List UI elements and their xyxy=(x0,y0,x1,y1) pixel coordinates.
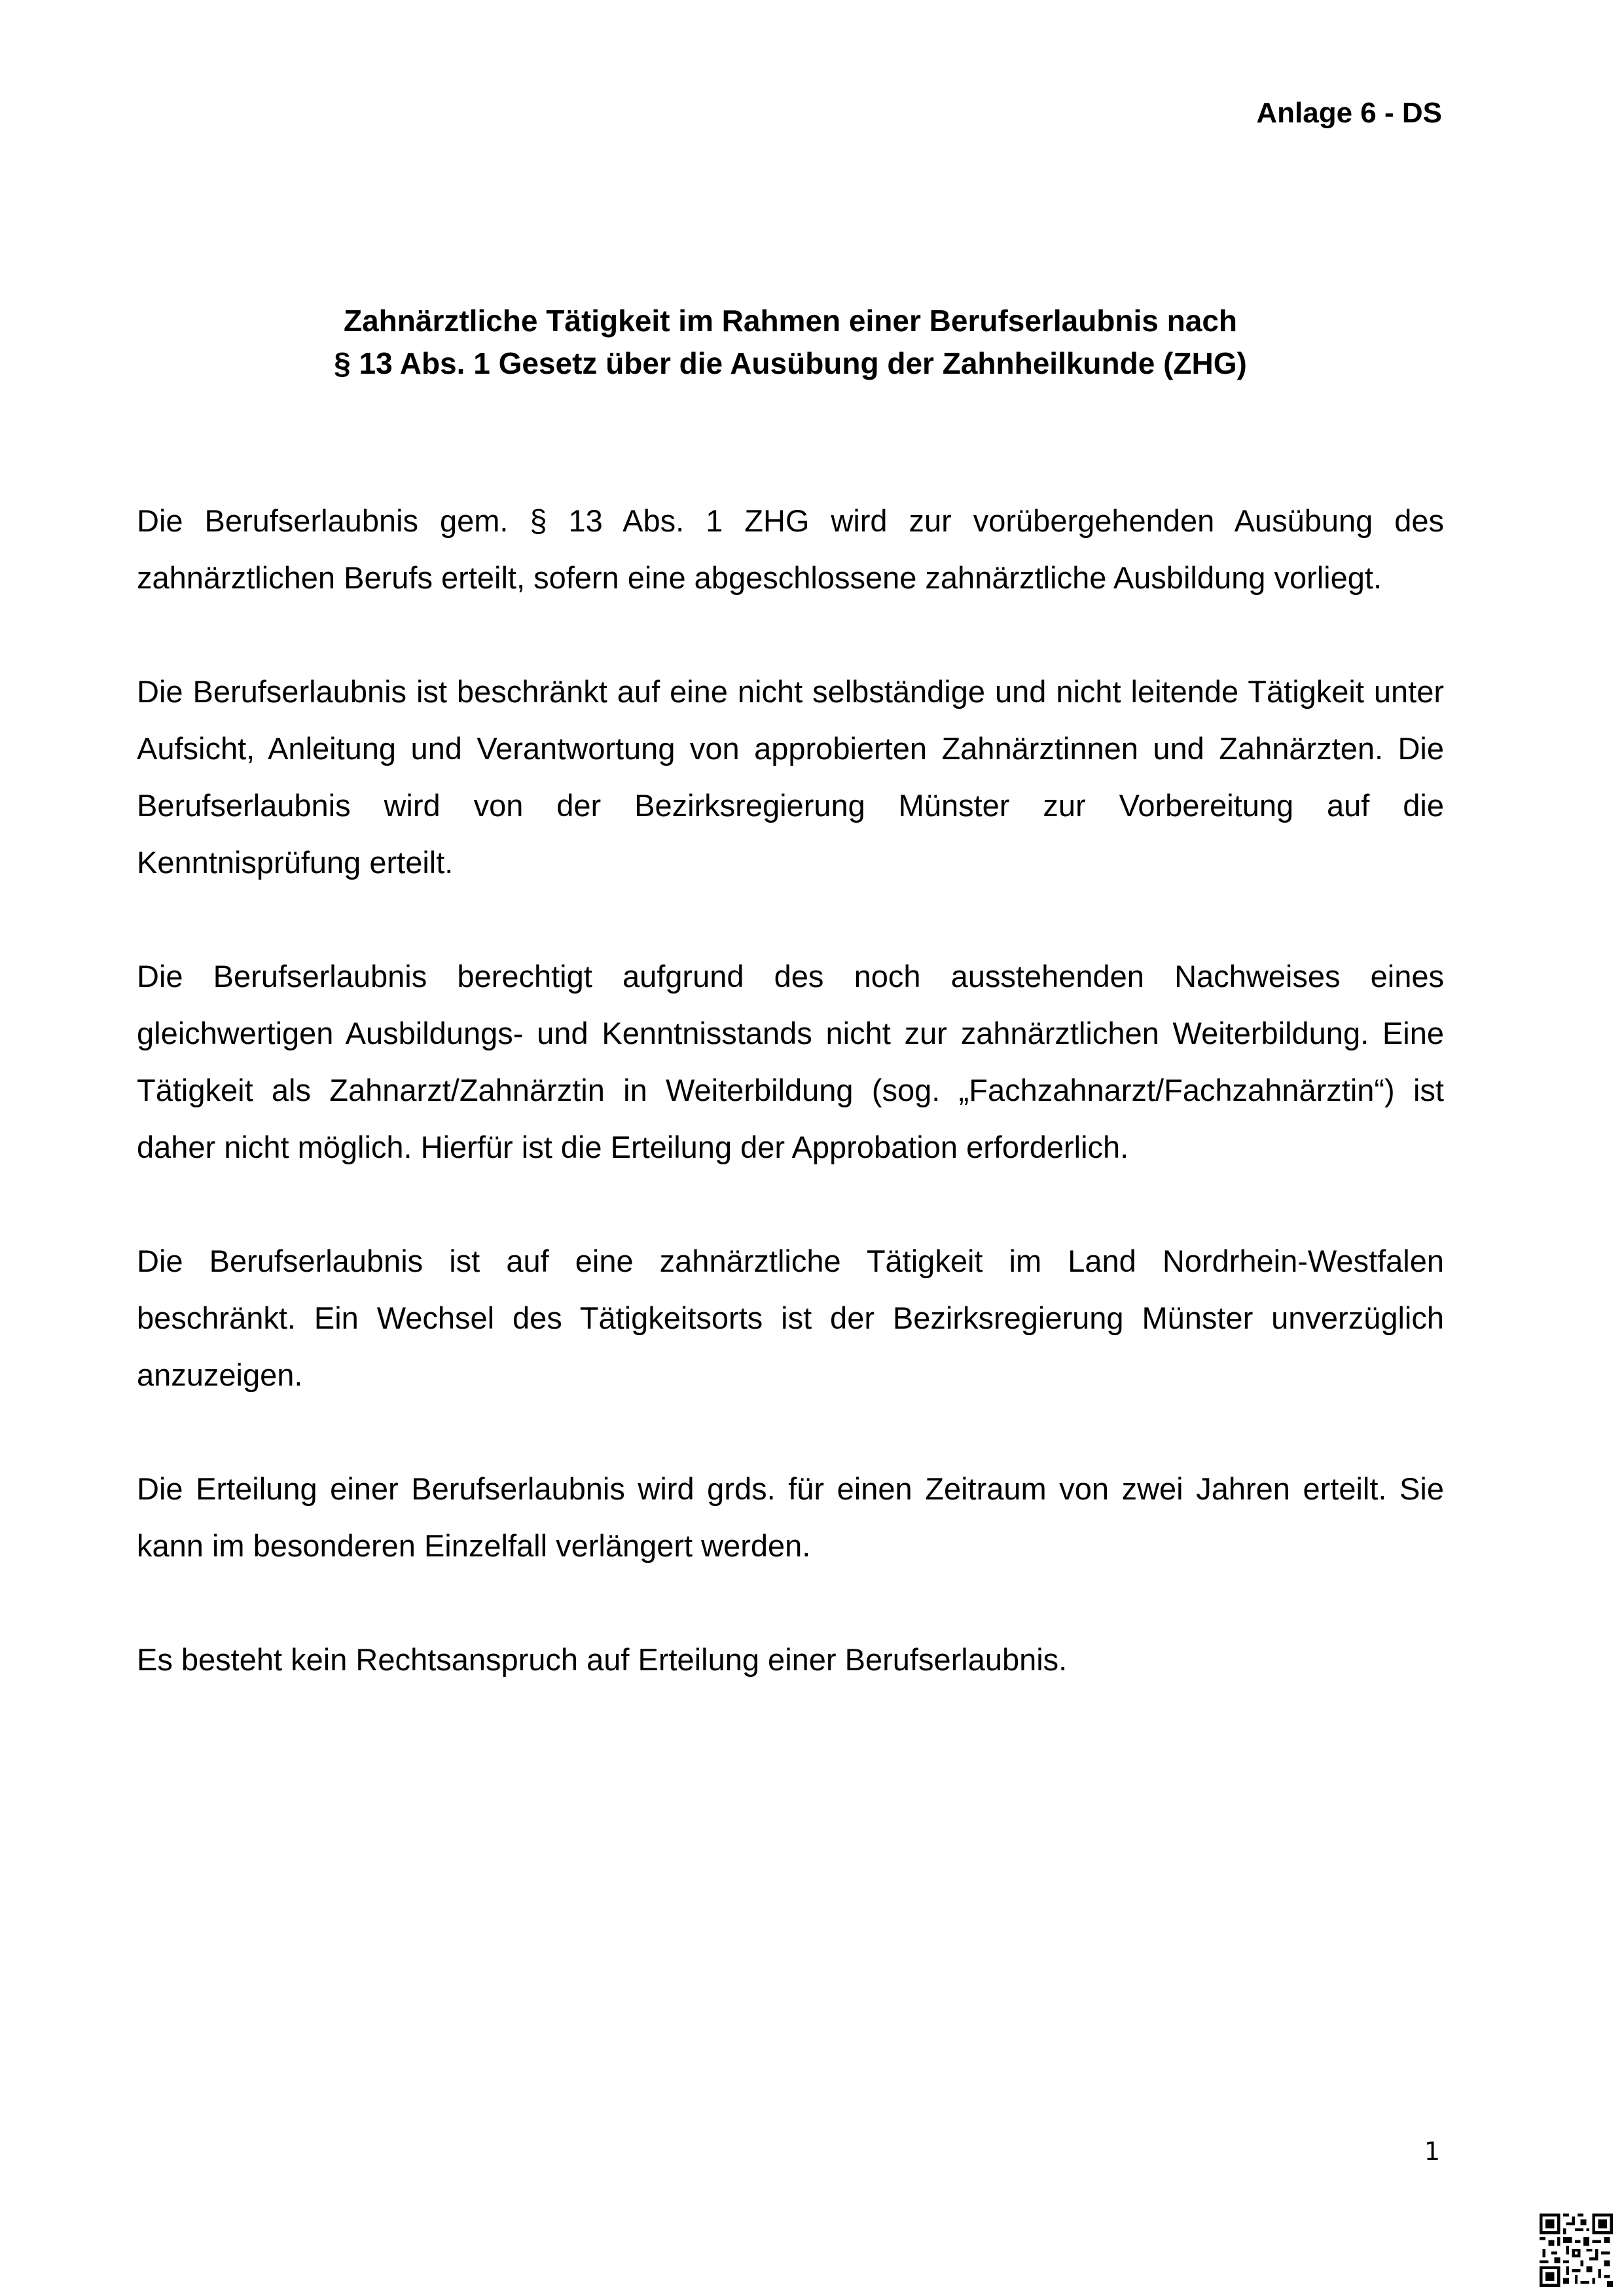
paragraph-1: Die Berufserlaubnis gem. § 13 Abs. 1 ZHG wird zur vorübergehenden Ausübung des zahnärztlichen Berufs erteilt, sofern eine abgeschlossene zahnärztliche Ausbildung vorliegt. xyxy=(137,503,1444,595)
page-number: 1 xyxy=(1424,2137,1440,2166)
paragraph-4: Die Berufserlaubnis ist auf eine zahnärztliche Tätigkeit im Land Nordrhein-Westfalen beschränkt. Ein Wechsel des Tätigkeitsorts ist der Bezirksregierung Münster unverzüglich anzuzeigen. xyxy=(137,1244,1444,1392)
document-title xyxy=(137,300,1444,385)
paragraph-5: Die Erteilung einer Berufserlaubnis wird grds. für einen Zeitraum von zwei Jahren erteilt. Sie kann im besonderen Einzelfall verlängert werden. xyxy=(137,1471,1444,1563)
annex-label: Anlage 6 - DS xyxy=(1256,97,1442,129)
paragraph-2: Die Berufserlaubnis ist beschränkt auf eine nicht selbständige und nicht leitende Tätigkeit unter Aufsicht, Anleitung und Verantwortung von approbierten Zahnärztinnen und Zahnärzten. Die Berufserlaubnis wird von der Bezirksregierung Münster zur Vorbereitung auf die Kenntnisprüfung erteilt. xyxy=(137,674,1444,880)
document-body xyxy=(137,492,1444,1688)
title-line-2: § 13 Abs. 1 Gesetz über die Ausübung der Zahnheilkunde (ZHG) xyxy=(334,346,1247,380)
paragraph-3: Die Berufserlaubnis berechtigt aufgrund des noch ausstehenden Nachweises eines gleichwertigen Ausbildungs- und Kenntnisstands nicht zur zahnärztlichen Weiterbildung. Eine Tätigkeit als Zahnarzt/Zahnärztin in Weiterbildung (sog. „Fachzahnarzt/Fachzahnärztin“) ist daher nicht möglich. Hierfür ist die Erteilung der Approbation erforderlich. xyxy=(137,959,1444,1164)
title-line-1: Zahnärztliche Tätigkeit im Rahmen einer Berufserlaubnis nach xyxy=(343,304,1238,338)
paragraph-6: Es besteht kein Rechtsanspruch auf Erteilung einer Berufserlaubnis. xyxy=(137,1642,1068,1677)
qr-code-icon xyxy=(1540,2214,1613,2287)
